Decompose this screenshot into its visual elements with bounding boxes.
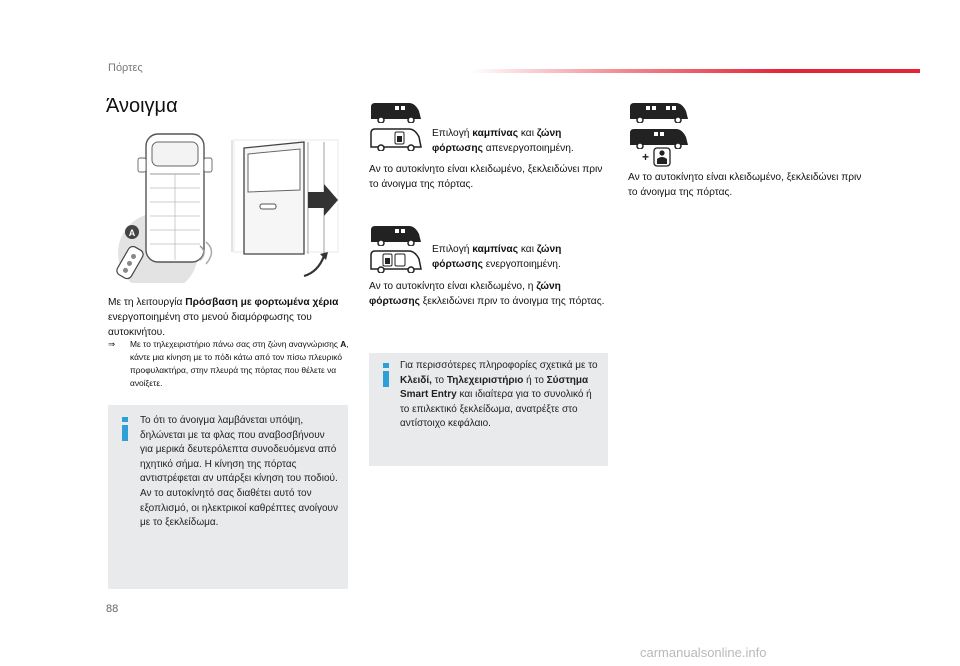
van-passenger-icon	[628, 99, 690, 123]
page-heading: Άνοιγμα	[106, 95, 178, 117]
option1-text	[432, 126, 607, 156]
page-number: 88	[106, 603, 119, 615]
info-middle-remote: Τηλεχειριστήριο	[446, 374, 524, 386]
option1-cabin: καμπίνας	[472, 128, 518, 139]
option1-and: και	[518, 128, 537, 139]
van-unlock-icon	[369, 125, 423, 151]
van-opening-illustration	[108, 128, 348, 283]
van-passenger-icon-2	[628, 125, 690, 149]
bullet-text-end: , κάντε μια κίνηση με το πόδι κάτω από τον πίσω πλευρικό προφυλακτήρα, στην πλευρά της πόρτας που θέλετε να ανοίξετε.	[130, 339, 349, 388]
info-box-left	[108, 405, 348, 589]
van-cabin-icon	[369, 99, 423, 123]
middle-para1: Αν το αυτοκίνητο είναι κλειδωμένο, ξεκλειδώνει πριν το άνοιγμα της πόρτας.	[369, 164, 603, 190]
option2-text	[432, 242, 607, 272]
watermark: carmanualsonline.info	[640, 645, 767, 660]
info-middle-smart-entry: Σύστημα Smart Entry	[400, 374, 589, 401]
option2-prefix: Επιλογή	[432, 244, 473, 255]
van-top-view	[138, 134, 212, 262]
para2-text: Αν το αυτοκίνητο είναι κλειδωμένο, η	[369, 281, 537, 292]
middle-para2	[369, 279, 609, 309]
info-icon-middle	[379, 363, 393, 387]
para2-text-end: ξεκλειδώνει πριν το άνοιγμα της πόρτας.	[419, 296, 605, 307]
intro-text-end: ενεργοποιημένη στο μενού διαμόρφωσης του αυτοκινήτου.	[108, 312, 312, 338]
intro-text: Με τη λειτουργία	[108, 297, 186, 308]
intro-bold: Πρόσβαση με φορτωμένα χέρια	[185, 297, 339, 308]
para2-bold: ζώνη φόρτωσης	[369, 281, 561, 307]
option2-suffix: ενεργοποιημένη.	[482, 259, 561, 270]
option1-suffix: απενεργοποιημένη.	[482, 143, 574, 154]
van-cabin-icon-2	[369, 222, 423, 246]
info-icon	[118, 417, 132, 441]
info-middle-text1: Για περισσότερες πληροφορίες σχετικά με το	[400, 360, 598, 371]
info-middle-text3: ή το	[523, 374, 547, 386]
right-para: Αν το αυτοκίνητο είναι κλειδωμένο, ξεκλειδώνει πριν το άνοιγμα της πόρτας.	[628, 172, 862, 198]
zone-a-label: A	[128, 228, 136, 238]
bullet-bold: A	[340, 339, 347, 349]
bullet-arrow-icon: ⇒	[108, 339, 116, 349]
option1-zone: ζώνη φόρτωσης	[432, 128, 562, 154]
option1-prefix: Επιλογή	[432, 128, 473, 139]
intro-paragraph	[108, 295, 348, 340]
option2-zone: ζώνη φόρτωσης	[432, 244, 562, 270]
option2-cabin: καμπίνας	[472, 244, 518, 255]
instruction-bullet	[108, 338, 353, 390]
option2-and: και	[518, 244, 537, 255]
section-title: Πόρτες	[108, 62, 143, 74]
bullet-text: Με το τηλεχειριστήριο πάνω σας στη ζώνη αναγνώρισης	[130, 339, 341, 349]
header-accent-rule	[470, 69, 920, 73]
info-middle-key: Κλειδί,	[400, 374, 432, 386]
info-box-middle	[369, 353, 608, 466]
van-load-zone-icon	[369, 247, 423, 273]
info-text-middle	[400, 359, 600, 432]
plus-person-icon	[640, 147, 674, 167]
info-middle-text2: το	[431, 374, 447, 386]
info-middle-text4: και ιδιαίτερα για το συνολικό ή το επιλεκτικό ξεκλείδωμα, ανατρέξτε στο αντίστοιχο κεφάλαιο.	[400, 389, 592, 430]
info-text-left: Το ότι το άνοιγμα λαμβάνεται υπόψη, δηλώνεται με τα φλας που αναβοσβήνουν για μερικά δευτερόλεπτα συνοδευόμενα από ηχητικό σήμα. Η κίνηση της πόρτας αντιστρέφεται αν υπάρξει κίνηση του ποδιού. Αν το αυτοκίνητό σας διαθέτει αυτό τον εξοπλισμό, οι ηλεκτρικοί καθρέπτες ανοίγουν με το ξεκλείδωμα.	[140, 415, 339, 529]
svg-text:+: +	[642, 150, 650, 164]
